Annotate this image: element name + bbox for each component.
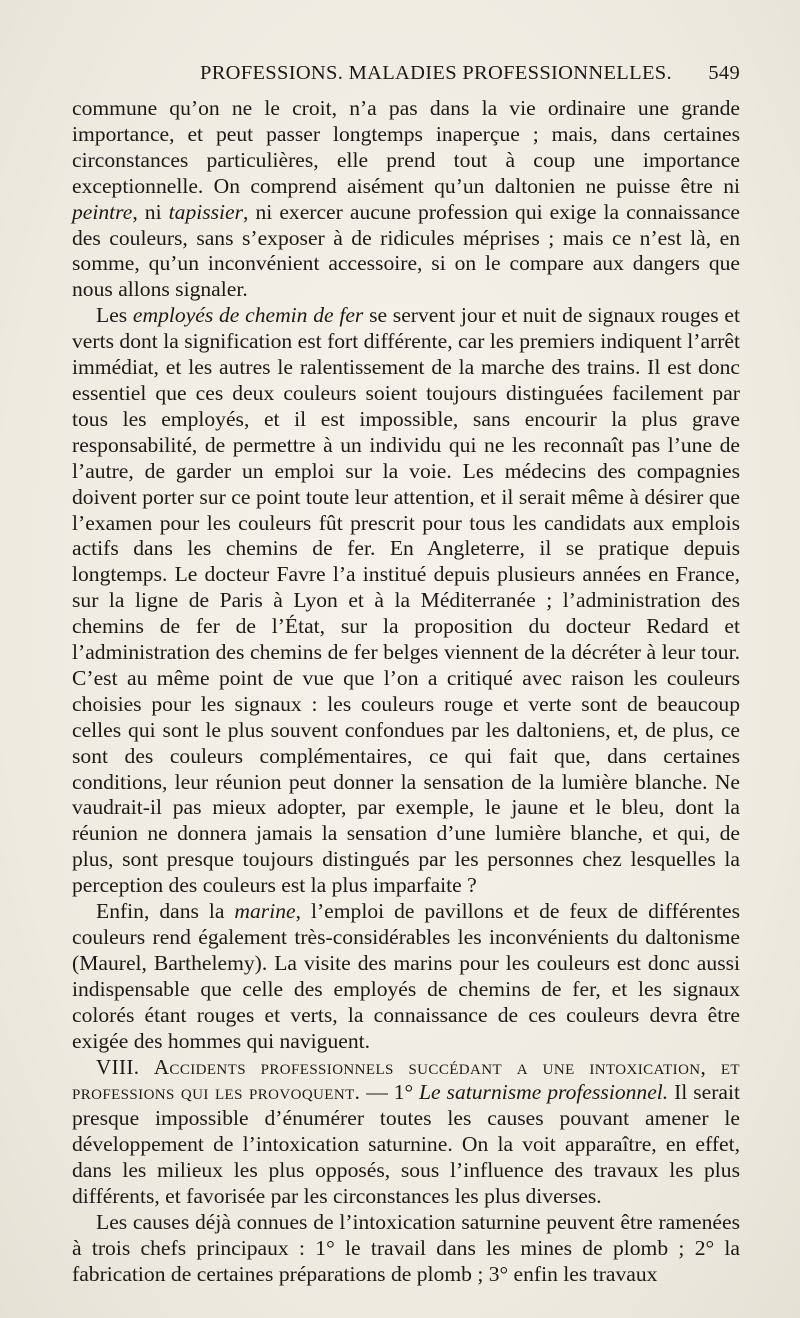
paragraph-daltonism-intro: commune qu’on ne le croit, n’a pas dans la vie ordinaire une grande importance, et peut passer longtemps inaperçue ; mais, dans certaines circonstances particulières, elle prend tout à coup une importance exceptionnelle. On comprend aisément qu’un daltonien ne puisse être ni peintre, ni tapissier, ni exercer aucune profession qui exige la connaissance des couleurs, sans s’exposer à de ridicules méprises ; mais ce n’est là, en somme, qu’un inconvénient accessoire, si on le compare aux dangers que nous allons signaler. <box>72 96 741 302</box>
body-text <box>72 96 740 1288</box>
paragraph-marine: Enfin, dans la marine, l’emploi de pavillons et de feux de différentes couleurs rend également très-considérables les inconvénients du daltonisme (Maurel, Barthelemy). La visite des marins pour les couleurs est donc aussi indispensable que celle des employés de chemins de fer, et les signaux colorés étant rouges et verts, la connaissance de ces couleurs devra être exigée des hommes qui naviguent. <box>72 899 740 1053</box>
paragraph-section-viii: VIII. Accidents professionnels succédant a une intoxication, et professions qui les provoquent. — 1° Le saturnisme professionnel. Il serait presque impossible d’énumérer toutes les causes pouvant amener le développement de l’intoxication saturnine. On la voit apparaître, en effet, dans les milieux les plus opposés, sous l’influence des travaux les plus différents, et favorisée par les circonstances les plus diverses. <box>72 1054 740 1209</box>
page-number: 549 <box>708 62 740 84</box>
section-number: VIII. <box>96 1054 140 1079</box>
running-head-title: PROFESSIONS. MALADIES PROFESSIONNELLES. <box>200 62 672 84</box>
subsection-number: 1° <box>393 1080 414 1105</box>
paragraph-saturnism-intro: Il serait presque impossible d’énumérer toutes les causes pouvant amener le développement de l’intoxication saturnine. On la voit apparaître, en effet, dans les milieux les plus opposés, sous l’influence des travaux les plus différents, et favorisée par les circonstances les plus diverses. <box>72 1080 740 1209</box>
running-head <box>72 62 740 92</box>
paragraph-railway-employees: Les employés de chemin de fer se servent jour et nuit de signaux rouges et verts dont la signification est fort différente, car les premiers indiquent l’arrêt immédiat, et les autres le ralentissement de la marche des trains. Il est donc essentiel que ces deux couleurs soient toujours distinguées facilement par tous les employés, et il est impossible, sans encourir la plus grave responsabilité, de permettre à un individu qui ne les reconnaît pas l’une de l’autre, de garder un emploi sur la voie. Les médecins des compagnies doivent porter sur ce point toute leur attention, et il serait même à désirer que l’examen pour les couleurs fût prescrit pour tous les candidats aux emplois actifs dans les chemins de fer. En Angleterre, il se pratique depuis longtemps. Le docteur Favre l’a institué depuis plusieurs années en France, sur la ligne de Paris à Lyon et à la Méditerranée ; l’administration des chemins de fer de l’État, sur la proposition du docteur Redard et l’administration des chemins de fer belges viennent de la décréter à leur tour. C’est au même point de vue que l’on a critiqué avec raison les couleurs choisies pour les signaux : les couleurs rouge et verte sont de beaucoup celles qui sont le plus souvent confondues par les daltoniens, et, de plus, ce sont des couleurs complémentaires, ce qui fait que, dans certaines conditions, leur réunion peut donner la sensation de la lumière blanche. Ne vaudrait-il pas mieux adopter, par exemple, le jaune et le bleu, dont la réunion ne donnera jamais la sensation d’une lumière blanche, et qui, de plus, sont presque toujours distingués par les personnes chez lesquelles la perception des couleurs est la plus imparfaite ? <box>72 303 740 898</box>
paragraph-saturnism-causes: Les causes déjà connues de l’intoxication saturnine peuvent être ramenées à trois chefs principaux : 1° le travail dans les mines de plomb ; 2° la fabrication de certaines préparations de plomb ; 3° enfin les travaux <box>72 1209 740 1286</box>
section-heading: Accidents professionnels succédant a une intoxication, et professions qui les provoquent. <box>72 1054 740 1105</box>
subsection-title: Le saturnisme professionnel. <box>419 1080 669 1105</box>
